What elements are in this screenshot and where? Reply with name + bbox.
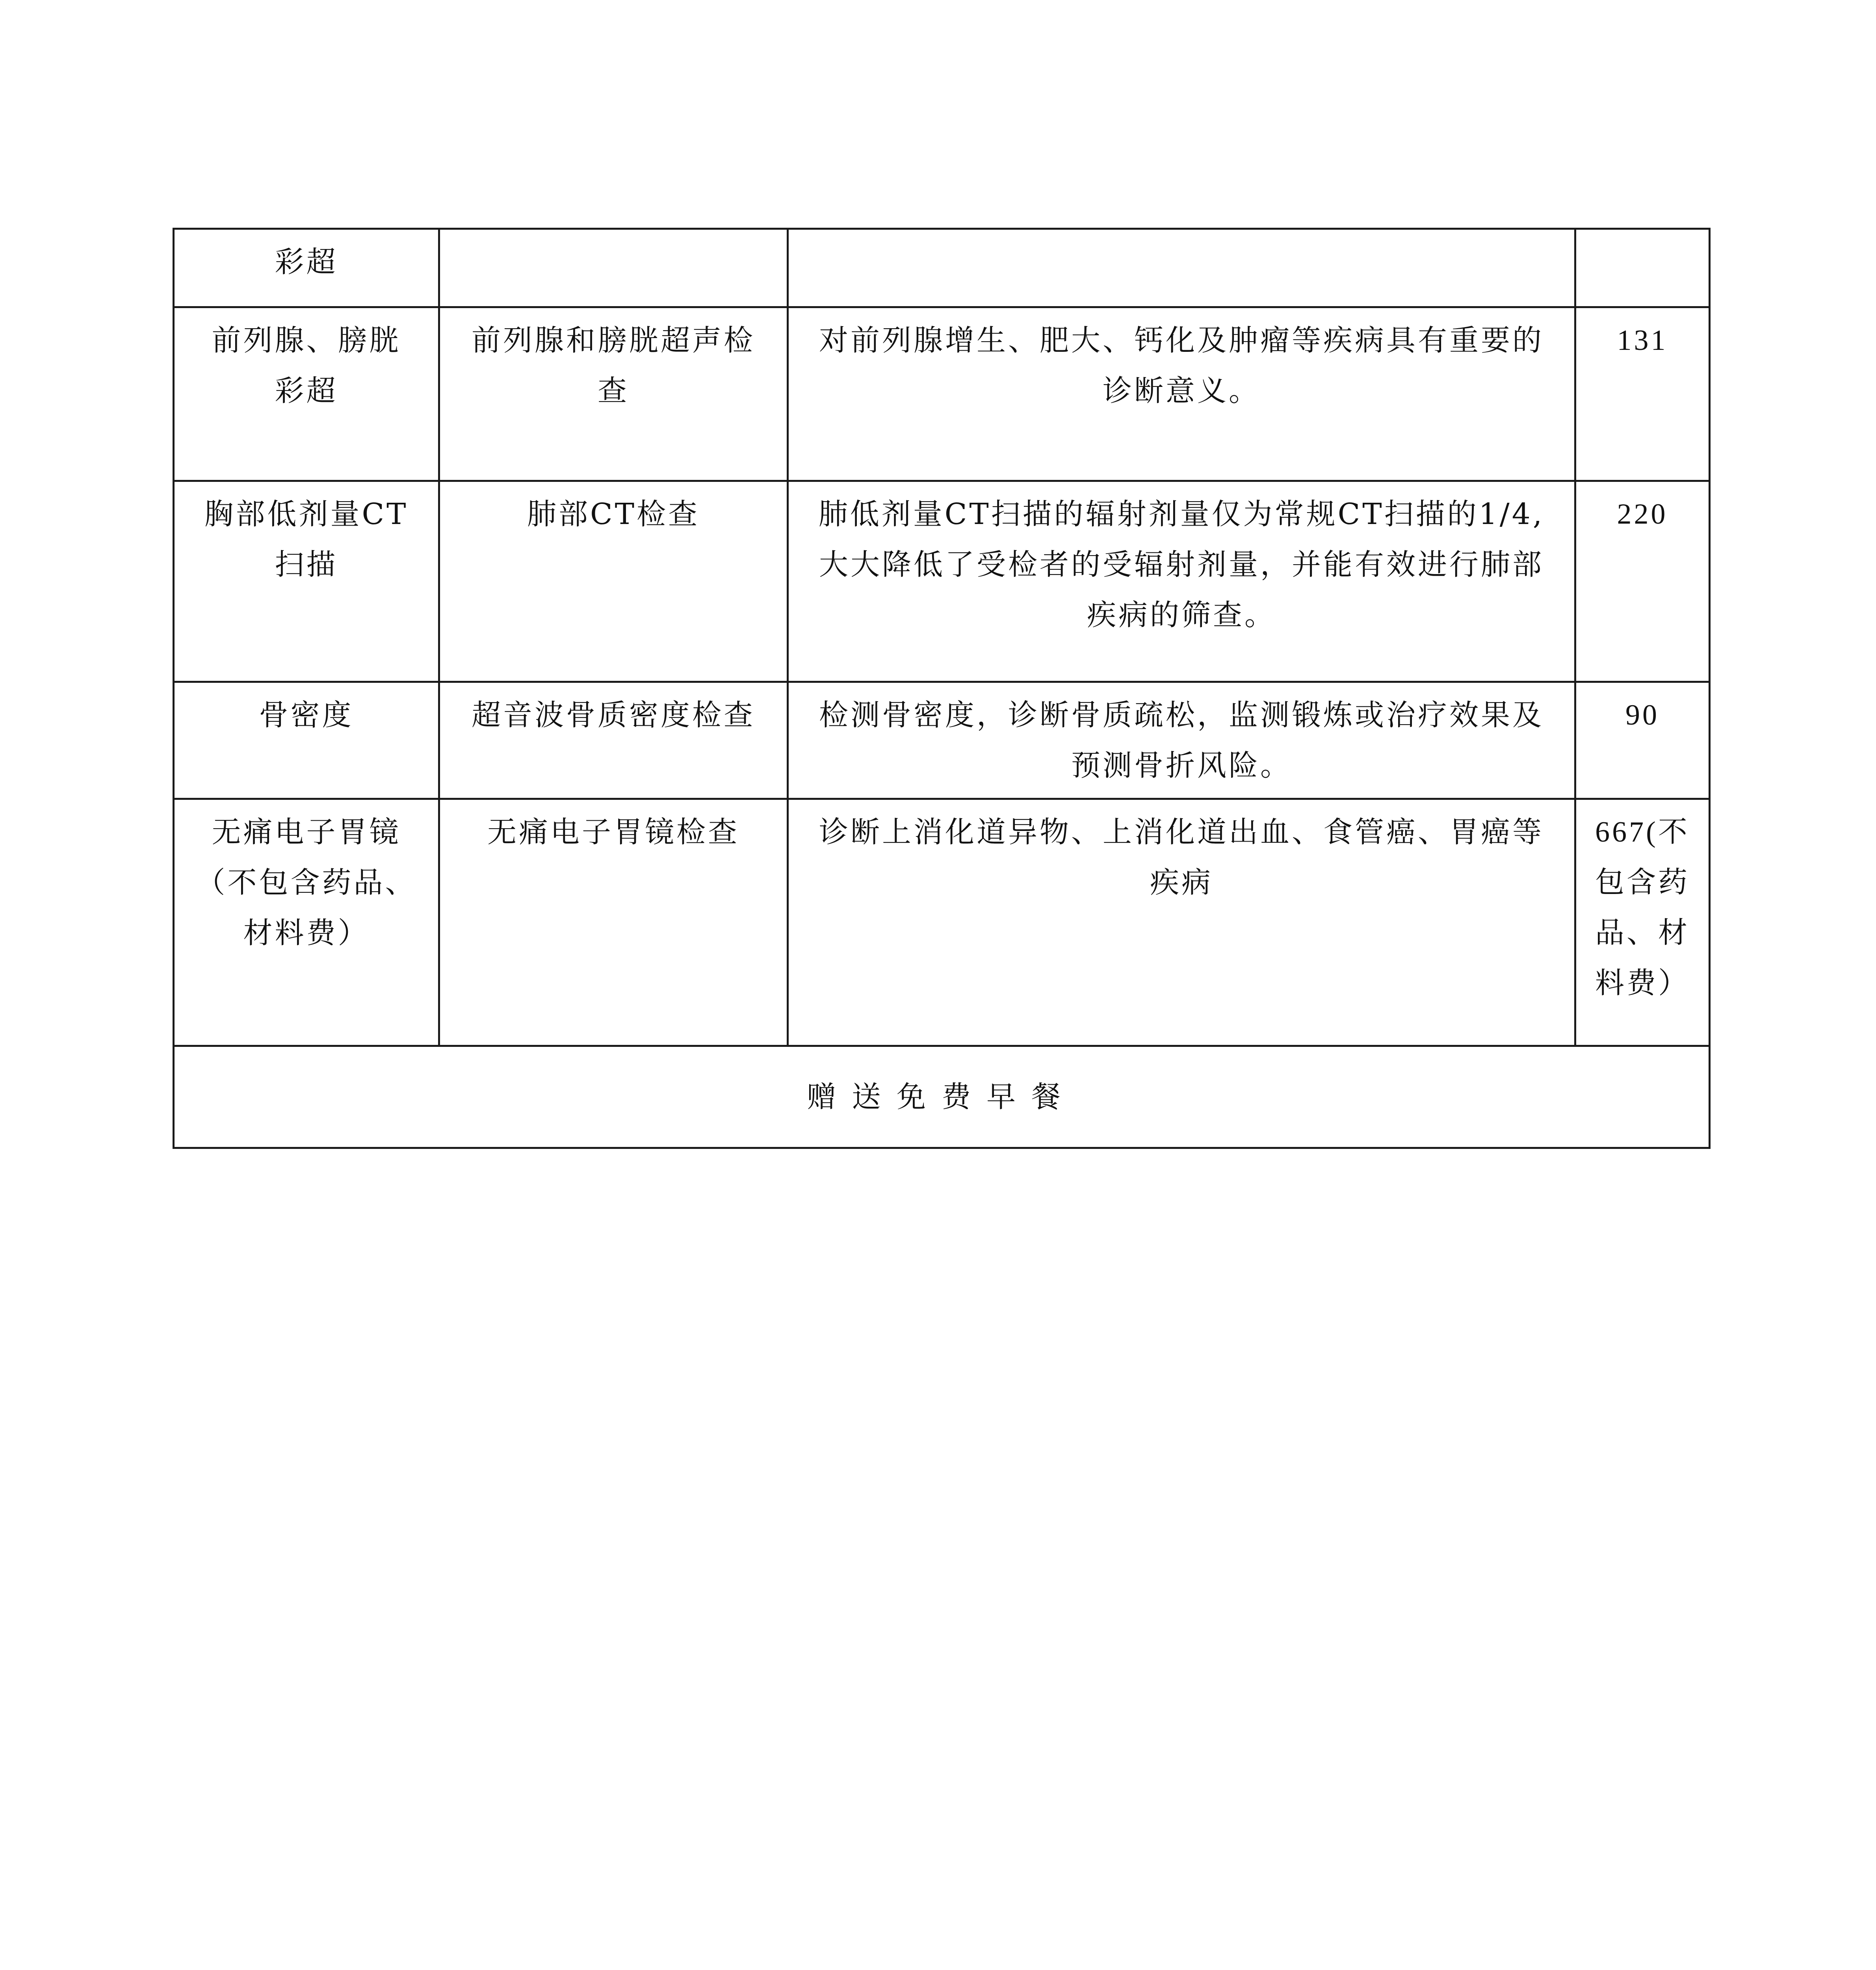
exam-method-cell xyxy=(439,799,788,1046)
cell-text-line: 对前列腺增生、肥大、钙化及肿瘤等疾病具有重要的 xyxy=(819,323,1544,357)
cell-text-line: 材料费） xyxy=(243,916,370,950)
cell-text-line: 彩超 xyxy=(275,374,338,408)
cell-text-line: 131 xyxy=(1617,324,1668,357)
clinical-meaning-cell xyxy=(788,481,1575,682)
cell-text-line: 诊断意义。 xyxy=(1103,374,1260,408)
cell-text-line: 诊断上消化道异物、上消化道出血、食管癌、胃癌等 xyxy=(819,815,1544,849)
cell-text-line: 预测骨折风险。 xyxy=(1071,749,1292,782)
cell-text-line: 无痛电子胃镜 xyxy=(212,815,401,849)
table-row xyxy=(174,229,1710,307)
cell-text-line: 胸部低剂量CT xyxy=(204,497,409,531)
item-name-cell xyxy=(174,229,439,307)
cell-text-line: 疾病的筛查。 xyxy=(1087,598,1276,632)
cell-text-line: 骨密度 xyxy=(259,698,354,732)
table-row xyxy=(174,682,1710,799)
clinical-meaning-cell xyxy=(788,229,1575,307)
cell-text-line: 超音波骨质密度检查 xyxy=(472,698,755,732)
cell-text-line: （不包含药品、 xyxy=(196,866,417,900)
exam-items-table xyxy=(173,228,1711,1149)
cell-text-line: 扫描 xyxy=(275,548,338,582)
exam-method-cell xyxy=(439,682,788,799)
item-name-cell xyxy=(174,307,439,481)
cell-text-line: 90 xyxy=(1625,699,1659,731)
cell-text-line: 查 xyxy=(598,374,629,408)
cell-text-line: 无痛电子胃镜检查 xyxy=(487,815,739,849)
exam-method-cell xyxy=(439,307,788,481)
item-name-cell xyxy=(174,481,439,682)
cell-text-line: 检测骨密度，诊断骨质疏松，监测锻炼或治疗效果及 xyxy=(819,698,1544,732)
cell-text-line: 彩超 xyxy=(275,245,338,279)
table-row xyxy=(174,481,1710,682)
cell-text-line: 料费） xyxy=(1595,967,1690,1000)
price-cell xyxy=(1575,481,1710,682)
cell-text-line: 前列腺和膀胱超声检 xyxy=(472,323,755,357)
exam-method-cell xyxy=(439,229,788,307)
table-row xyxy=(174,307,1710,481)
cell-text-line: 品、材 xyxy=(1595,917,1690,949)
price-cell xyxy=(1575,307,1710,481)
cell-text-line: 肺低剂量CT扫描的辐射剂量仅为常规CT扫描的1/4, xyxy=(818,497,1545,531)
table-body xyxy=(174,229,1710,1148)
price-cell xyxy=(1575,682,1710,799)
price-cell xyxy=(1575,229,1710,307)
table-row xyxy=(174,799,1710,1046)
cell-text-line: 前列腺、膀胱 xyxy=(212,323,401,357)
cell-text-line: 肺部CT检查 xyxy=(527,497,700,531)
cell-text-line: 包含药 xyxy=(1595,866,1690,899)
exam-method-cell xyxy=(439,481,788,682)
cell-text-line: 疾病 xyxy=(1150,866,1213,900)
cell-text-line: 220 xyxy=(1617,498,1668,530)
cell-text-line: 大大降低了受检者的受辐射剂量，并能有效进行肺部 xyxy=(819,548,1544,582)
clinical-meaning-cell xyxy=(788,307,1575,481)
item-name-cell xyxy=(174,799,439,1046)
item-name-cell xyxy=(174,682,439,799)
clinical-meaning-cell xyxy=(788,799,1575,1046)
table-footer-row xyxy=(174,1046,1710,1148)
clinical-meaning-cell xyxy=(788,682,1575,799)
free-breakfast-note: 赠送免费早餐 xyxy=(174,1046,1710,1148)
price-cell xyxy=(1575,799,1710,1046)
cell-text-line: 667(不 xyxy=(1595,816,1690,848)
